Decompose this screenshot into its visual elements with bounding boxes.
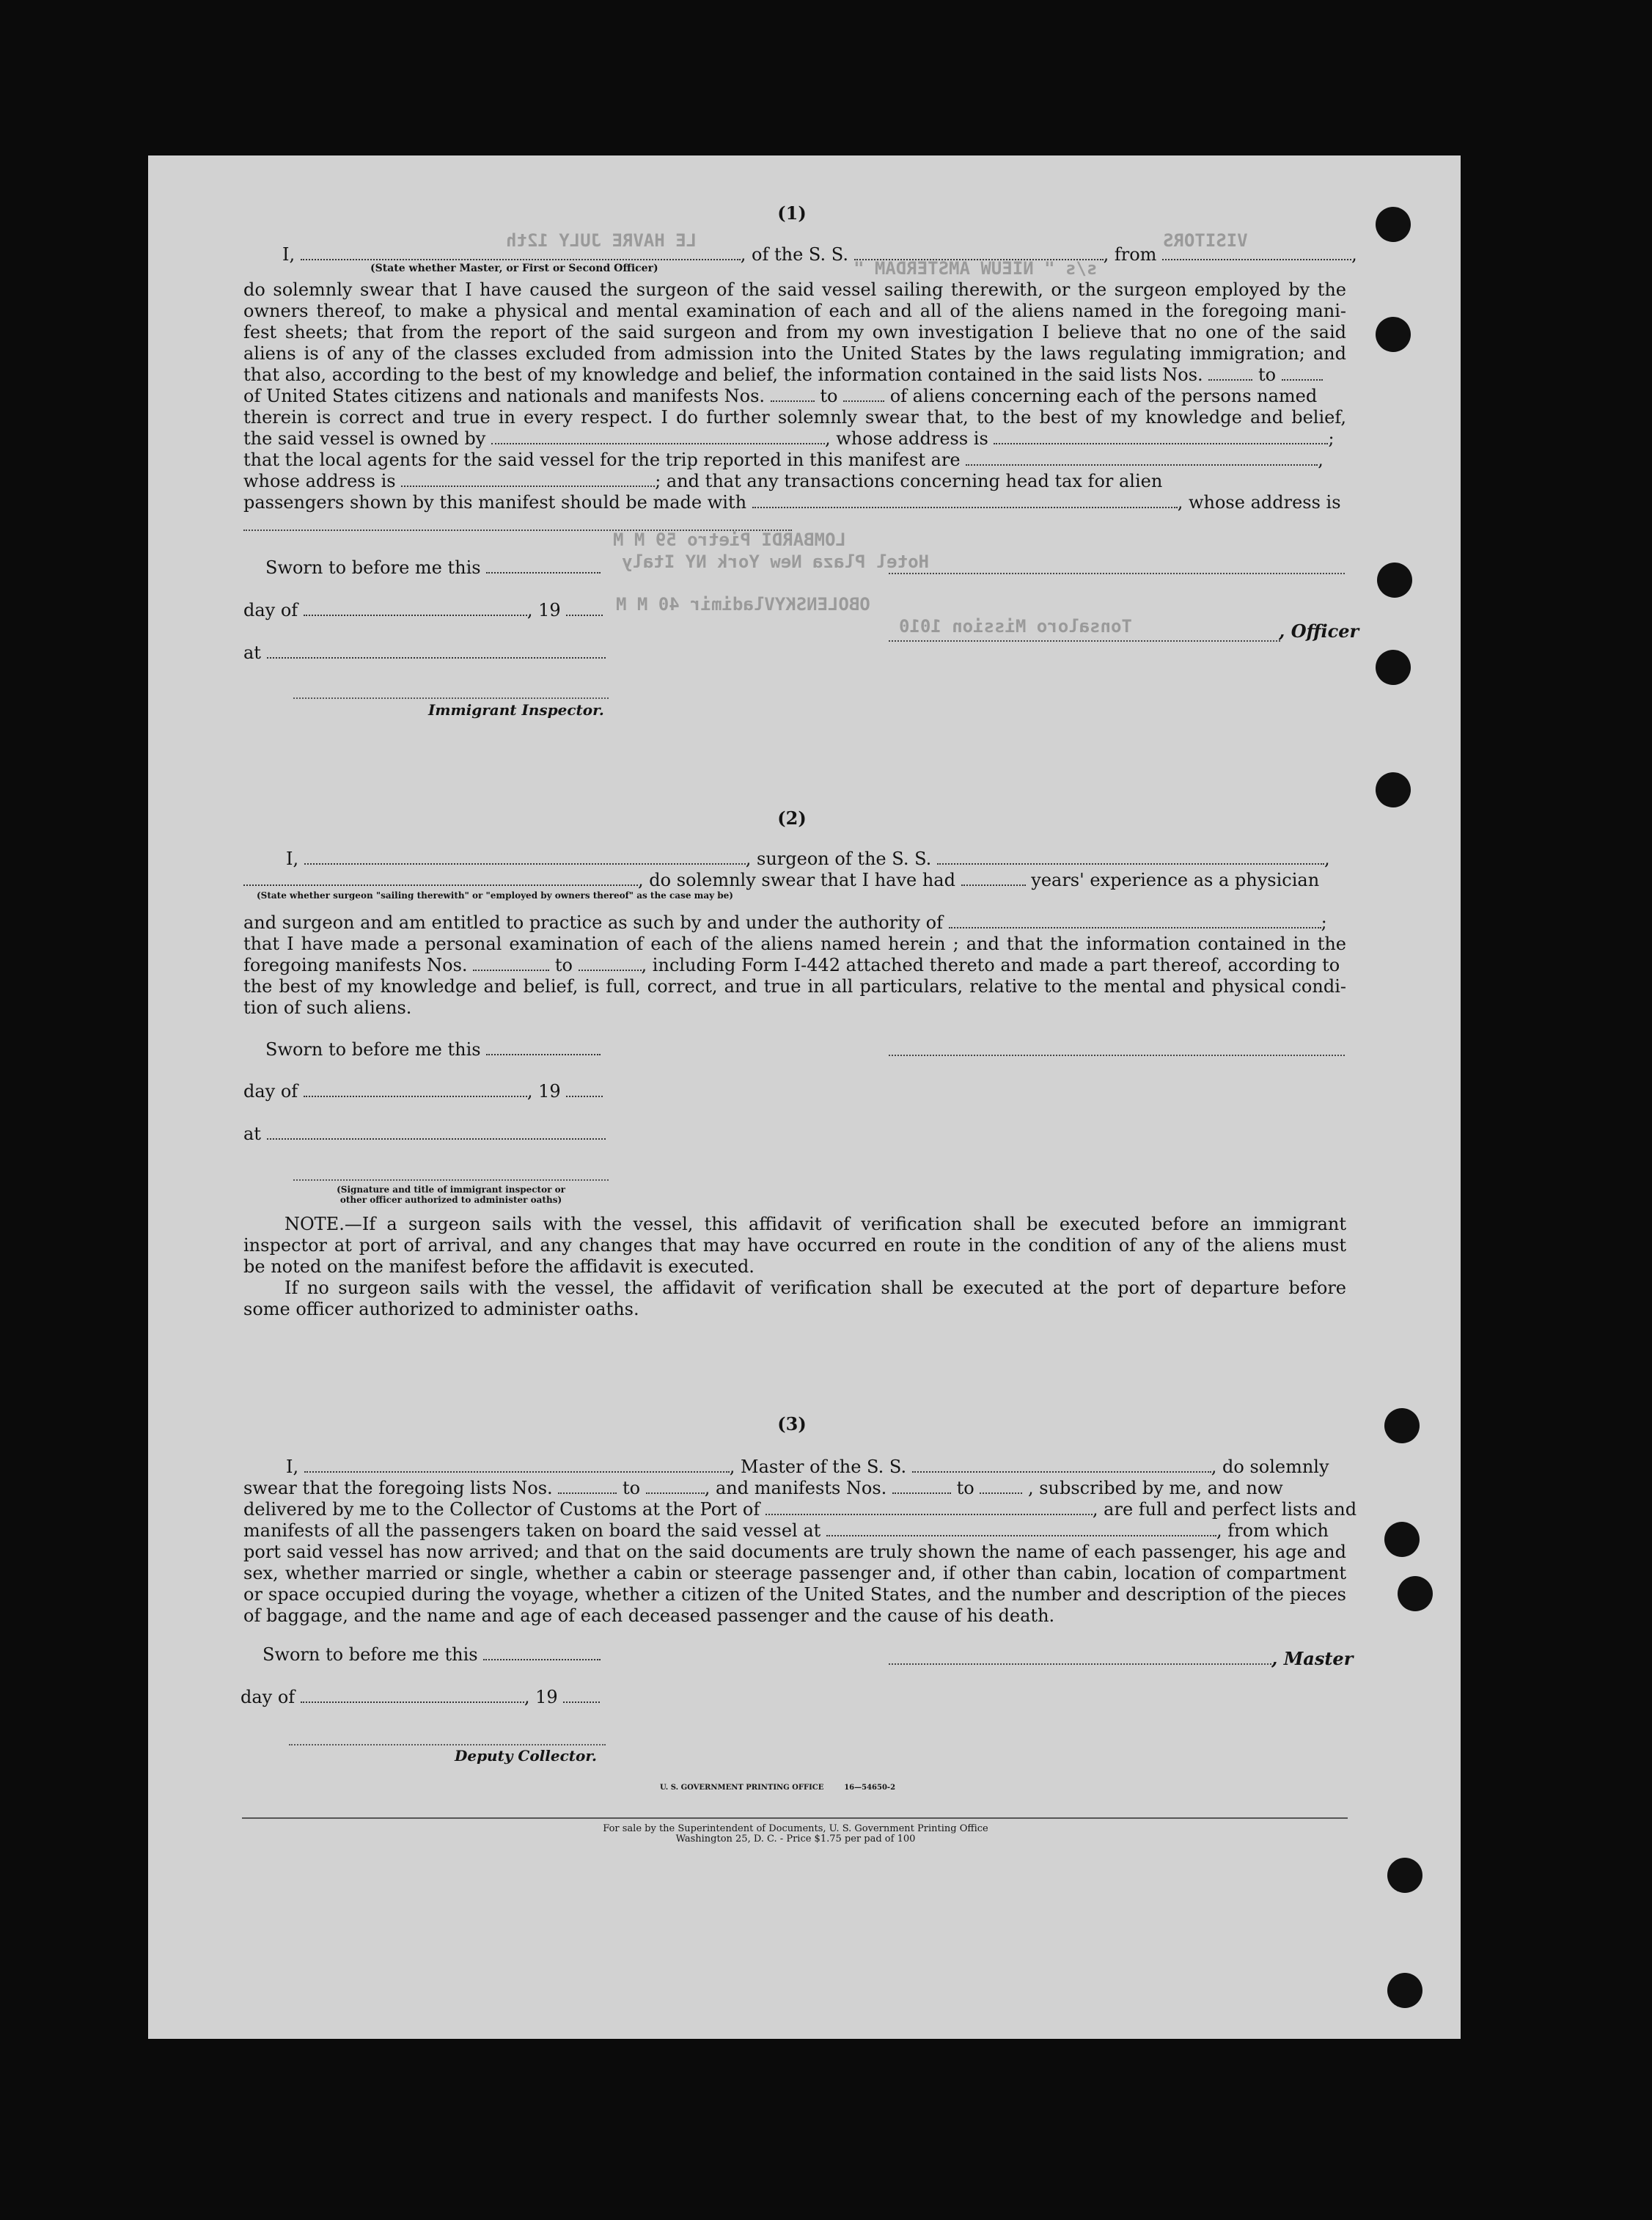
master-manifests-to-field[interactable] bbox=[980, 1479, 1022, 1494]
section-2-manifests-line: foregoing manifests Nos. to , including Form I-442 attached thereto and made a part thereof, according to bbox=[243, 955, 1340, 975]
vessel-name-field[interactable] bbox=[854, 246, 1104, 260]
year-field[interactable] bbox=[566, 1082, 603, 1097]
day-line: day of , 19 bbox=[243, 600, 603, 621]
authority-field[interactable] bbox=[949, 914, 1321, 928]
section-2-experience-line: , do solemnly swear that I have had years' experience as a physician bbox=[243, 870, 1319, 891]
binder-hole bbox=[1384, 1408, 1420, 1443]
binder-hole bbox=[1376, 772, 1411, 807]
section-1-text-line: aliens is of any of the classes excluded from admission into the United States by the laws regulating immigration; and bbox=[243, 343, 1346, 364]
sale-notice: For sale by the Superintendent of Documents, U. S. Government Printing Office bbox=[603, 1823, 988, 1834]
officer-rank-note: (State whether Master, or First or Second Officer) bbox=[370, 263, 658, 274]
section-1-owner-line: the said vessel is owned by , whose address is ; bbox=[243, 428, 1335, 449]
year-field[interactable] bbox=[563, 1688, 600, 1703]
officer-name-field[interactable] bbox=[889, 640, 1280, 642]
section-3-text-line: port said vessel has now arrived; and that on the said documents are truly shown the name of each passenger, his age and bbox=[243, 1542, 1346, 1562]
bleed-through-text: Tonsaloro Mission 1010 bbox=[899, 616, 1132, 637]
officer-label: , Officer bbox=[1279, 620, 1359, 642]
headtax-address-field[interactable] bbox=[243, 530, 792, 531]
section-3-oath-line: I, , Master of the S. S. , do solemnly bbox=[286, 1457, 1329, 1477]
section-2-text-line: tion of such aliens. bbox=[243, 997, 412, 1018]
section-3-text-line: of baggage, and the name and age of each deceased passenger and the cause of his death. bbox=[243, 1605, 1055, 1626]
sworn-line: Sworn to before me this bbox=[265, 557, 601, 579]
section-1-manifests-line: of United States citizens and nationals and manifests Nos. to of aliens concerning each of the persons named bbox=[243, 386, 1318, 406]
signature-note: other officer authorized to administer oaths) bbox=[339, 1195, 562, 1205]
section-1-lists-line: that also, according to the best of my knowledge and belief, the information contained in the said lists Nos. to bbox=[243, 364, 1323, 386]
section-2-oath-line: I, , surgeon of the S. S. , bbox=[286, 849, 1330, 869]
binder-hole bbox=[1376, 207, 1411, 242]
section-3-boarding-line: manifests of all the passengers taken on board the said vessel at , from which bbox=[243, 1520, 1329, 1541]
owner-field[interactable] bbox=[491, 430, 825, 444]
manifests-from-field[interactable] bbox=[771, 387, 815, 402]
local-agents-field[interactable] bbox=[966, 451, 1318, 466]
deputy-label: Deputy Collector. bbox=[455, 1747, 598, 1765]
binder-hole bbox=[1398, 1576, 1433, 1611]
bleed-through-text: LE HAVRE JULY 12th bbox=[506, 230, 697, 251]
at-place-field[interactable] bbox=[267, 1125, 606, 1140]
binder-hole bbox=[1377, 563, 1412, 598]
binder-hole bbox=[1384, 1522, 1420, 1557]
section-1-heading: (1) bbox=[777, 202, 807, 224]
inspector-signature-field[interactable] bbox=[293, 1179, 609, 1181]
lists-from-field[interactable] bbox=[1208, 366, 1252, 381]
port-of-arrival-field[interactable] bbox=[766, 1501, 1093, 1515]
section-1-address-line: whose address is ; and that any transactions concerning head tax for alien bbox=[243, 471, 1163, 491]
section-3-heading: (3) bbox=[777, 1413, 807, 1435]
section-2-text-line: the best of my knowledge and belief, is full, correct, and true in all particulars, relative to the mental and physical condi- bbox=[243, 976, 1346, 997]
note-line: some officer authorized to administer oaths. bbox=[243, 1299, 639, 1319]
bleed-through-text: Hotel Plaza New York NY Italy bbox=[622, 552, 930, 572]
sworn-date-field[interactable] bbox=[486, 559, 601, 574]
section-1-oath-line: I, , of the S. S. , from , bbox=[282, 244, 1357, 265]
master-lists-to-field[interactable] bbox=[646, 1479, 705, 1494]
at-line: at bbox=[243, 642, 606, 664]
day-line: day of , 19 bbox=[241, 1687, 600, 1708]
section-1-text-line: do solemnly swear that I have caused the surgeon of the said vessel sailing therewith, or the surgeon employed by the bbox=[243, 279, 1346, 300]
note-line: inspector at port of arrival, and any changes that may have occurred en route in the condition of any of the aliens must bbox=[243, 1235, 1346, 1256]
boarding-port-field[interactable] bbox=[826, 1522, 1216, 1536]
master-lists-from-field[interactable] bbox=[558, 1479, 617, 1494]
surgeon-name-field[interactable] bbox=[304, 850, 746, 865]
note-line: NOTE.—If a surgeon sails with the vessel, this affidavit of verification shall be executed before an immigrant bbox=[284, 1214, 1346, 1234]
bleed-through-text: s/s " NIEUW AMSTERDAM " bbox=[853, 258, 1098, 279]
binder-hole bbox=[1376, 650, 1411, 685]
master-manifests-from-field[interactable] bbox=[892, 1479, 951, 1494]
section-1-text-line: owners thereof, to make a physical and mental examination of each and all of the aliens named in the foregoing mani- bbox=[243, 301, 1346, 321]
sale-notice: Washington 25, D. C. - Price $1.75 per pad of 100 bbox=[675, 1833, 916, 1844]
years-experience-field[interactable] bbox=[961, 871, 1026, 886]
footer-rule bbox=[242, 1817, 1348, 1819]
master-signature-field[interactable] bbox=[889, 1663, 1271, 1665]
bleed-through-text: VISITORS bbox=[1163, 230, 1248, 251]
bleed-through-text: LOMBARDI Pietro 59 M M bbox=[613, 530, 846, 550]
officer-signature-field[interactable] bbox=[889, 573, 1345, 574]
section-2-authority-line: and surgeon and am entitled to practice as such by and under the authority of ; bbox=[243, 912, 1327, 933]
sworn-line: Sworn to before me this bbox=[265, 1039, 601, 1060]
signature-note: (Signature and title of immigrant inspector or bbox=[337, 1184, 565, 1195]
master-vessel-field[interactable] bbox=[912, 1458, 1211, 1473]
day-line: day of , 19 bbox=[243, 1081, 603, 1102]
agents-address-field[interactable] bbox=[401, 472, 655, 487]
section-2-text-line: that I have made a personal examination of each of the aliens named herein ; and that the information contained in the bbox=[243, 934, 1346, 954]
surgeon-status-field[interactable] bbox=[243, 871, 638, 886]
inspector-label: Immigrant Inspector. bbox=[428, 701, 604, 719]
day-field[interactable] bbox=[304, 601, 527, 616]
section-1-agents-line: that the local agents for the said vessel for the trip reported in this manifest are , bbox=[243, 450, 1324, 470]
officer-rank-field[interactable] bbox=[301, 246, 741, 260]
section-3-lists-line: swear that the foregoing lists Nos. to , and manifests Nos. to , subscribed by me, and now bbox=[243, 1478, 1283, 1498]
at-place-field[interactable] bbox=[267, 644, 606, 659]
section-1-text-line: therein is correct and true in every respect. I do further solemnly swear that, to the best of my knowledge and belief, bbox=[243, 407, 1346, 428]
binder-hole bbox=[1387, 1973, 1422, 2008]
surgeon-manifest-from-field[interactable] bbox=[473, 956, 549, 971]
section-3-port-line: delivered by me to the Collector of Customs at the Port of , are full and perfect lists and bbox=[243, 1499, 1357, 1520]
note-line: be noted on the manifest before the affidavit is executed. bbox=[243, 1256, 755, 1277]
owner-address-field[interactable] bbox=[994, 430, 1328, 444]
bleed-through-text: OBOLENSKYVladimir 40 M M bbox=[616, 594, 870, 615]
sworn-date-field[interactable] bbox=[486, 1041, 601, 1055]
surgeon-manifest-to-field[interactable] bbox=[579, 956, 642, 971]
section-1-headtax-line: passengers shown by this manifest should be made with , whose address is bbox=[243, 492, 1341, 513]
year-field[interactable] bbox=[566, 601, 603, 616]
printing-office-imprint: U. S. GOVERNMENT PRINTING OFFICE 16—54650-2 bbox=[660, 1784, 896, 1792]
headtax-party-field[interactable] bbox=[752, 494, 1178, 508]
surgeon-status-note: (State whether surgeon "sailing therewith" or "employed by owners thereof" as the case may be) bbox=[257, 890, 733, 901]
section-3-text-line: sex, whether married or single, whether a cabin or steerage passenger and, if other than cabin, location of compartment bbox=[243, 1563, 1346, 1583]
inspector-signature-field[interactable] bbox=[293, 697, 609, 699]
binder-hole bbox=[1376, 317, 1411, 352]
sworn-line: Sworn to before me this bbox=[263, 1644, 601, 1666]
master-name-field[interactable] bbox=[304, 1458, 730, 1473]
section-2-heading: (2) bbox=[777, 807, 807, 829]
day-field[interactable] bbox=[304, 1082, 527, 1097]
note-line: If no surgeon sails with the vessel, the affidavit of verification shall be executed at the port of departure before bbox=[284, 1278, 1346, 1298]
binder-hole bbox=[1387, 1858, 1422, 1893]
section-1-text-line: fest sheets; that from the report of the said surgeon and from my own investigation I believe that no one of the said bbox=[243, 322, 1346, 342]
surgeon-signature-field[interactable] bbox=[889, 1055, 1345, 1056]
day-field[interactable] bbox=[301, 1688, 524, 1703]
master-label: , Master bbox=[1271, 1648, 1354, 1669]
sworn-date-field[interactable] bbox=[483, 1646, 601, 1660]
section-3-text-line: or space occupied during the voyage, whether a citizen of the United States, and the number and description of the pieces bbox=[243, 1584, 1346, 1605]
surgeon-vessel-field[interactable] bbox=[937, 850, 1324, 865]
port-from-field[interactable] bbox=[1162, 246, 1351, 260]
lists-to-field[interactable] bbox=[1282, 366, 1323, 381]
manifests-to-field[interactable] bbox=[843, 387, 884, 402]
at-line: at bbox=[243, 1124, 606, 1145]
